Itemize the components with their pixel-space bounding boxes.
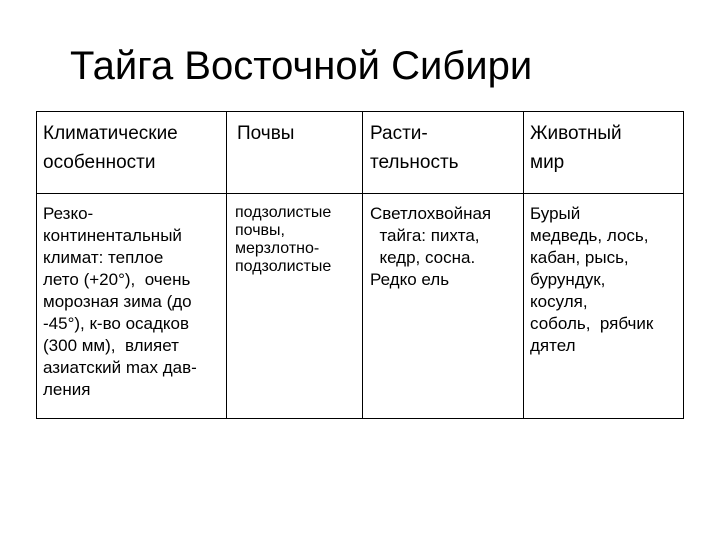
column-divider	[362, 112, 363, 418]
column-divider	[523, 112, 524, 418]
slide-title: Тайга Восточной Сибири	[70, 44, 533, 88]
row-divider	[37, 193, 683, 194]
header-fauna: Животный мир	[530, 123, 622, 173]
cell-climate: Резко- континентальный климат: теплое лето (+20°), очень морозная зима (до -45°), к-во осадков (300 мм), влияет азиатский max дав- ления	[43, 204, 197, 399]
header-climate: Климатические особенности	[43, 123, 178, 173]
column-divider	[226, 112, 227, 418]
header-soils: Почвы	[237, 123, 295, 144]
taiga-table	[36, 111, 684, 419]
header-vegetation: Расти- тельность	[370, 123, 459, 173]
cell-vegetation: Светлохвойная тайга: пихта, кедр, сосна. Редко ель	[370, 204, 492, 289]
cell-fauna: Бурый медведь, лось, кабан, рысь, бурундук, косуля, соболь, рябчик дятел	[530, 204, 654, 355]
cell-soils: подзолистые почвы, мерзлотно- подзолистые	[235, 204, 332, 275]
